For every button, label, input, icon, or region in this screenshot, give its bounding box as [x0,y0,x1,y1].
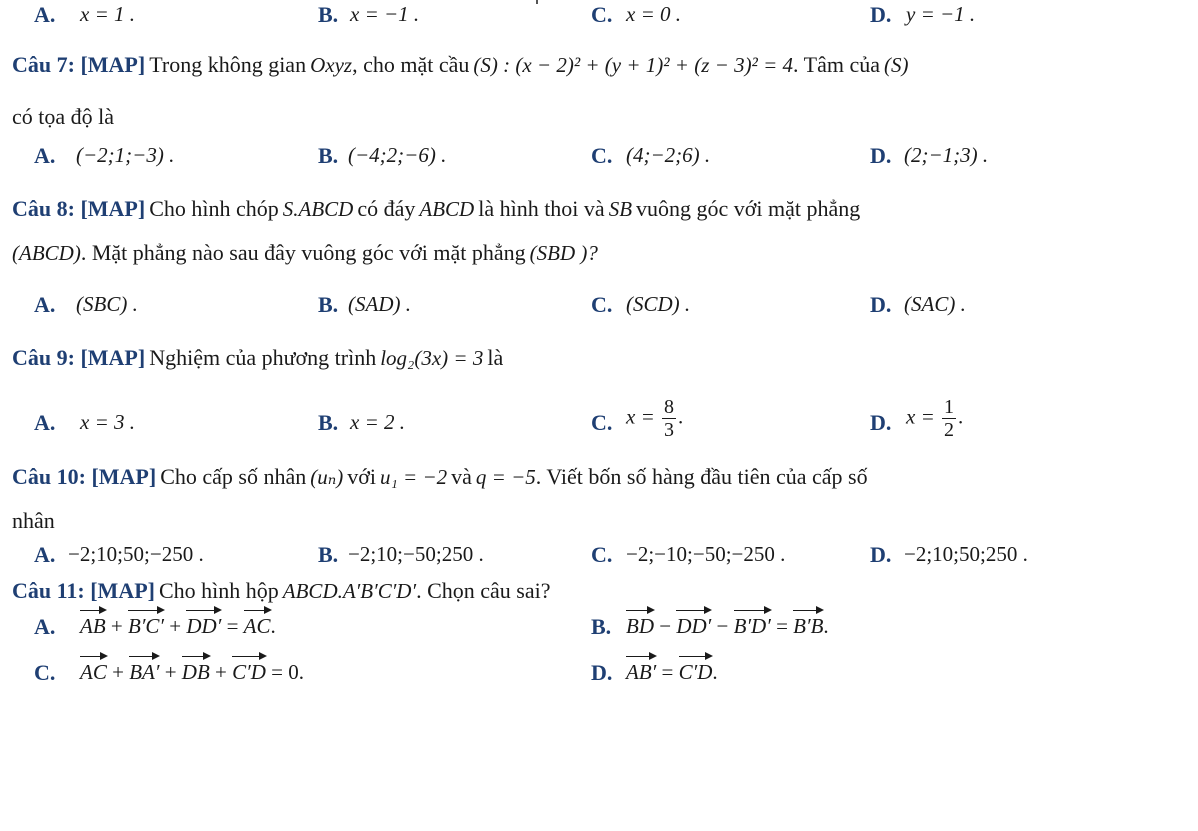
option-label: C. [591,143,613,168]
option-value: −2;10;50;250 . [904,542,1028,566]
question-number: Câu 9: [MAP] [12,345,146,370]
option-label: B. [318,143,339,168]
question-text: . Mặt phẳng nào sau đây vuông góc với mặt phẳng [80,240,526,265]
vector: DD′ [186,608,221,639]
question-7-stem [0,52,1198,92]
math-expression: (S) [883,53,909,77]
option-value-prefix: x = [626,404,655,429]
option-label: B. [318,2,339,27]
question-text: Trong không gian [149,52,307,77]
question-11-options-row1 [0,614,1198,654]
question-10-options [0,542,1198,582]
math-expression: ABCD.A′B′C′D′ [282,579,417,603]
question-text: , cho mặt cầu [352,52,470,77]
question-7-options [0,143,1198,183]
fraction [662,396,676,441]
question-text: . Chọn câu sai? [416,578,551,603]
option-value-suffix: . [298,660,304,684]
question-10-stem [0,464,1198,504]
option-label: A. [34,614,56,639]
math-expression: (SBD )? [529,241,598,265]
option-label: C. [34,660,56,685]
question-text: là hình thoi và [478,196,605,221]
vector: BD [626,608,654,639]
option-value [626,654,718,685]
option-value: x = 1 . [80,2,135,26]
math-expression: S.ABCD [282,197,354,221]
question-number: Câu 8: [MAP] [12,196,146,221]
operator: + [112,660,124,684]
option-label: A. [34,143,56,168]
vector: AC [80,654,107,685]
question-text: . Viết bốn số hàng đầu tiên của cấp số [535,464,868,489]
question-text: Nghiệm của phương trình [149,345,377,370]
option-label: B. [318,410,339,435]
vector: B′B [793,608,823,639]
question-text: . Tâm của [793,52,880,77]
question-11-options-row2 [0,660,1198,700]
option-value-suffix: . [678,404,684,429]
question-text: vuông góc với mặt phẳng [636,196,861,221]
option-label: D. [591,660,613,685]
option-label: C. [591,292,613,317]
question-8-stem [0,196,1198,236]
question-text: là [487,345,504,370]
math-expression: (ABCD) [12,241,81,265]
operator: = [776,614,788,638]
option-value [626,396,683,441]
option-value-suffix: . [958,404,964,429]
math-expression: Oxyz [310,53,353,77]
math-expression: q = −5 [475,465,536,489]
option-label: D. [870,143,892,168]
option-label: C. [591,2,613,27]
math-equation: (S) : (x − 2)² + (y + 1)² + (z − 3)² = 4 [473,53,794,77]
fraction [942,396,956,441]
question-number: Câu 11: [MAP] [12,578,155,603]
question-number: Câu 7: [MAP] [12,52,146,77]
operator: + [110,614,123,638]
fraction-denominator: 3 [664,419,674,441]
question-text: Cho hình hộp [158,578,279,603]
option-value: (−2;1;−3) . [76,143,175,167]
math-expression: (uₙ) [310,465,344,489]
operator: + [215,660,227,684]
option-value-suffix: . [712,660,718,684]
prev-question-options [0,2,1198,42]
option-label: D. [870,292,892,317]
option-label: A. [34,2,56,27]
question-text: Cho cấp số nhân [160,464,307,489]
option-value: (SAC) . [904,292,966,316]
option-value [80,654,304,685]
question-7-stem-line2 [0,104,1198,144]
operator: + [169,614,182,638]
math-expression: u₁ = −2 [379,465,448,489]
vector: BA′ [129,654,159,685]
vector: AB [80,608,106,639]
zero-vector: = 0 [271,660,299,684]
option-label: B. [318,292,339,317]
option-value [80,608,276,639]
option-value: −2;10;−50;250 . [348,542,484,566]
option-value: x = 3 . [80,410,135,434]
question-9-stem [0,345,1198,385]
fraction-numerator: 8 [664,396,674,418]
operator: + [164,660,177,684]
question-text: với [347,464,376,489]
option-value: (SBC) . [76,292,138,316]
fraction-numerator: 1 [944,396,954,418]
vector: C′D [679,654,713,685]
question-text: Cho hình chóp [149,196,279,221]
option-value-suffix: . [823,614,829,638]
option-value: x = 2 . [350,410,405,434]
option-value: y = −1 . [906,2,976,26]
math-expression: SB [608,197,633,221]
operator: = [661,660,674,684]
vector: DB [182,654,210,685]
operator: = [226,614,239,638]
option-value [626,608,829,639]
question-number: Câu 10: [MAP] [12,464,157,489]
option-label: A. [34,292,56,317]
math-expression: ABCD [419,197,475,221]
option-value-prefix: x = [906,404,935,429]
operator: − [716,614,729,638]
question-8-options [0,292,1198,332]
vector: AC [244,608,271,639]
question-text: có đáy [357,196,416,221]
option-value: (−4;2;−6) . [348,143,447,167]
question-text: và [451,464,472,489]
option-label: A. [34,542,56,567]
option-label: B. [591,614,612,639]
option-value: (4;−2;6) . [626,143,711,167]
option-value: x = −1 . [350,2,420,26]
question-text: có tọa độ là [12,104,115,129]
option-label: A. [34,410,56,435]
vector: B′D′ [734,608,771,639]
fraction-denominator: 2 [944,419,954,441]
option-label: D. [870,410,892,435]
operator: − [659,614,672,638]
option-label: C. [591,410,613,435]
option-value: (SAD) . [348,292,411,316]
option-value: −2;−10;−50;−250 . [626,542,786,566]
option-label: D. [870,2,892,27]
math-equation: log₂(3x) = 3 [380,346,484,370]
vector: B′C′ [128,608,164,639]
option-value: (2;−1;3) . [904,143,989,167]
vector: DD′ [676,608,711,639]
option-value: x = 0 . [626,2,681,26]
option-value [906,396,963,441]
option-label: D. [870,542,892,567]
question-9-options [0,396,1198,452]
option-value: (SCD) . [626,292,691,316]
option-label: C. [591,542,613,567]
option-label: B. [318,542,339,567]
option-value-suffix: . [270,614,276,638]
question-8-stem-line2 [0,240,1198,280]
vector: C′D [232,654,266,685]
option-value: −2;10;50;−250 . [68,542,204,566]
question-text: nhân [12,508,55,533]
vector: AB′ [626,654,656,685]
